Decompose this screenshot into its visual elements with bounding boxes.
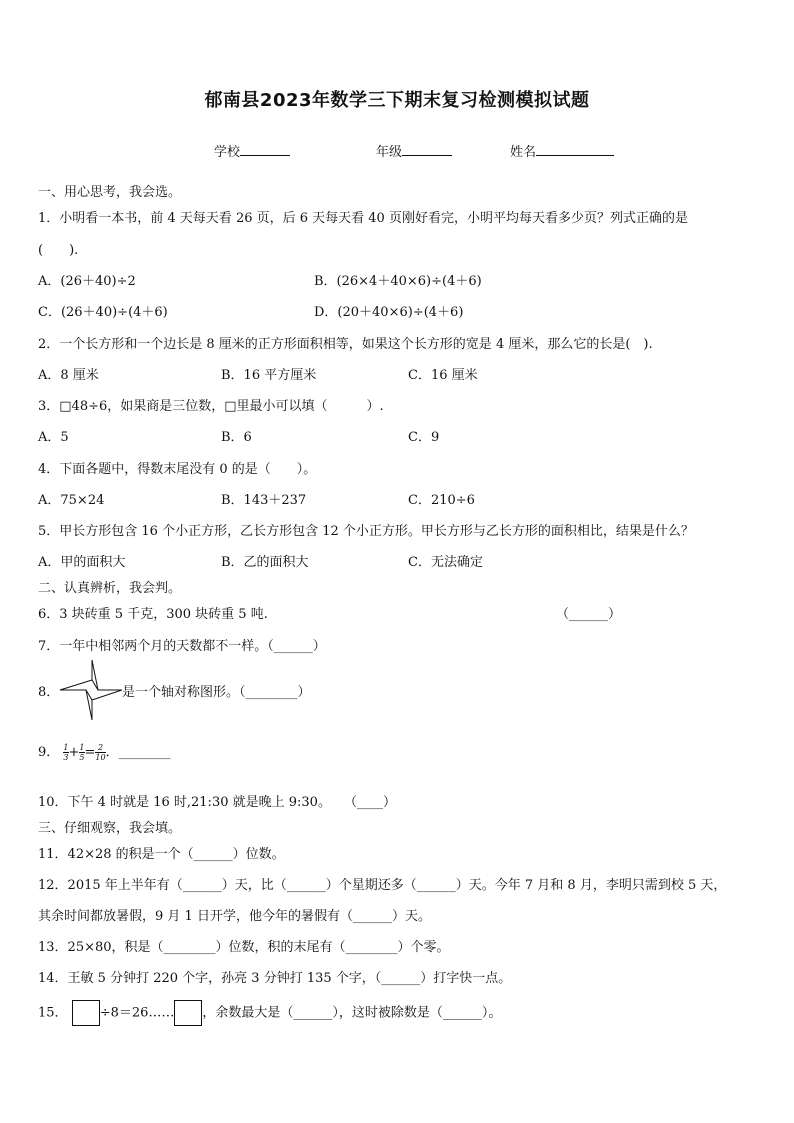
q15-dividend-box[interactable] (72, 1000, 100, 1026)
q5-option-a[interactable]: A．甲的面积大 (38, 555, 126, 570)
q9-tail: ．________ (105, 745, 171, 760)
school-blank[interactable] (240, 143, 290, 156)
q9-fraction-2: $\frac{1}{5}$ (79, 743, 85, 762)
q1-text: 1．小明看一本书，前 4 天每天看 26 页，后 6 天每天看 40 页刚好看完，小明平均每天看多少页？列式正确的是 (38, 211, 688, 226)
q6-answer-blank[interactable]: （______） (556, 607, 622, 622)
grade-field (376, 141, 452, 160)
q3-option-a[interactable]: A．5 (38, 430, 69, 445)
q2-option-b[interactable]: B．16 平方厘米 (221, 368, 317, 383)
q2-text: 2．一个长方形和一个边长是 8 厘米的正方形面积相等，如果这个长方形的宽是 4 厘米，那么它的长是( ). (38, 337, 653, 352)
q11-text: 11．42×28 的积是一个（______）位数。 (38, 847, 285, 862)
q4-option-b[interactable]: B．143＋237 (221, 493, 307, 508)
q8-number: 8． (38, 685, 60, 700)
q5-option-b[interactable]: B．乙的面积大 (221, 555, 309, 570)
q9-equals: = (84, 745, 96, 760)
section1-heading: 一、用心思考，我会选。 (38, 185, 182, 200)
q4-text: 4．下面各题中，得数末尾没有 0 的是（ ）。 (38, 462, 317, 477)
q12-text: 12．2015 年上半年有（______）天，比（______）个星期还多（______）天。今年 7 月和 8 月，李明只需到校 5 天， (38, 878, 727, 893)
q6-text: 6．3 块砖重 5 千克，300 块砖重 5 吨. (38, 607, 268, 622)
q4-option-c[interactable]: C．210÷6 (408, 493, 475, 508)
q9-fraction-1: $\frac{1}{3}$ (63, 743, 69, 762)
school-label: 学校 (214, 145, 241, 160)
q7-text: 7．一年中相邻两个月的天数都不一样。（______） (38, 639, 326, 654)
q2-option-c[interactable]: C．16 厘米 (408, 368, 478, 383)
pinwheel-figure-icon (58, 660, 122, 720)
grade-blank[interactable] (402, 143, 452, 156)
q1-option-d[interactable]: D．(20＋40×6)÷(4＋6) (314, 305, 464, 320)
q12-text2: 其余时间都放暑假，9 月 1 日开学，他今年的暑假有（______）天。 (38, 909, 431, 924)
name-label: 姓名 (510, 145, 537, 160)
q3-option-b[interactable]: B．6 (221, 430, 252, 445)
q13-text: 13．25×80，积是（________）位数，积的末尾有（________）个零。 (38, 940, 450, 955)
name-field (510, 141, 614, 160)
q1-option-a[interactable]: A．(26＋40)÷2 (38, 274, 136, 289)
q2-option-a[interactable]: A．8 厘米 (38, 368, 99, 383)
q8-text: 是一个轴对称图形。（________） (122, 685, 311, 700)
q1-option-c[interactable]: C．(26＋40)÷(4＋6) (38, 305, 168, 320)
q15-middle: ÷8＝26…… (99, 1005, 175, 1021)
section3-heading: 三、仔细观察，我会填。 (38, 821, 182, 836)
q9-expression (38, 741, 171, 762)
q15-number: 15． (38, 1005, 68, 1021)
name-blank[interactable] (536, 143, 614, 156)
q9-fraction-3: $\frac{2}{10}$ (95, 743, 106, 762)
q5-text: 5．甲长方形包含 16 个小正方形，乙长方形包含 12 个小正方形。甲长方形与乙长方形的面积相比，结果是什么？ (38, 524, 694, 539)
q3-text: 3．□48÷6，如果商是三位数，□里最小可以填（ ）. (38, 399, 384, 414)
q15-remainder-box[interactable] (174, 1000, 202, 1026)
section2-heading: 二、认真辨析，我会判。 (38, 581, 182, 596)
q3-option-c[interactable]: C．9 (408, 430, 440, 445)
q1-text2: ( ). (38, 243, 79, 258)
q4-option-a[interactable]: A．75×24 (38, 493, 105, 508)
q14-text: 14．王敏 5 分钟打 220 个字，孙亮 3 分钟打 135 个字，（______）打字快一点。 (38, 971, 512, 986)
q1-option-b[interactable]: B．(26×4＋40×6)÷(4＋6) (314, 274, 482, 289)
q9-plus: + (68, 745, 80, 760)
q15-tail: ，余数最大是（______），这时被除数是（______）。 (202, 1005, 502, 1021)
q9-number: 9． (38, 745, 60, 760)
q15-expression (38, 1000, 501, 1026)
school-field (214, 141, 290, 160)
q10-text: 10．下午 4 时就是 16 时,21:30 就是晚上 9:30。 （____） (38, 795, 396, 810)
q5-option-c[interactable]: C．无法确定 (408, 555, 483, 570)
page-title: 郁南县2023年数学三下期末复习检测模拟试题 (204, 90, 590, 111)
grade-label: 年级 (376, 145, 403, 160)
